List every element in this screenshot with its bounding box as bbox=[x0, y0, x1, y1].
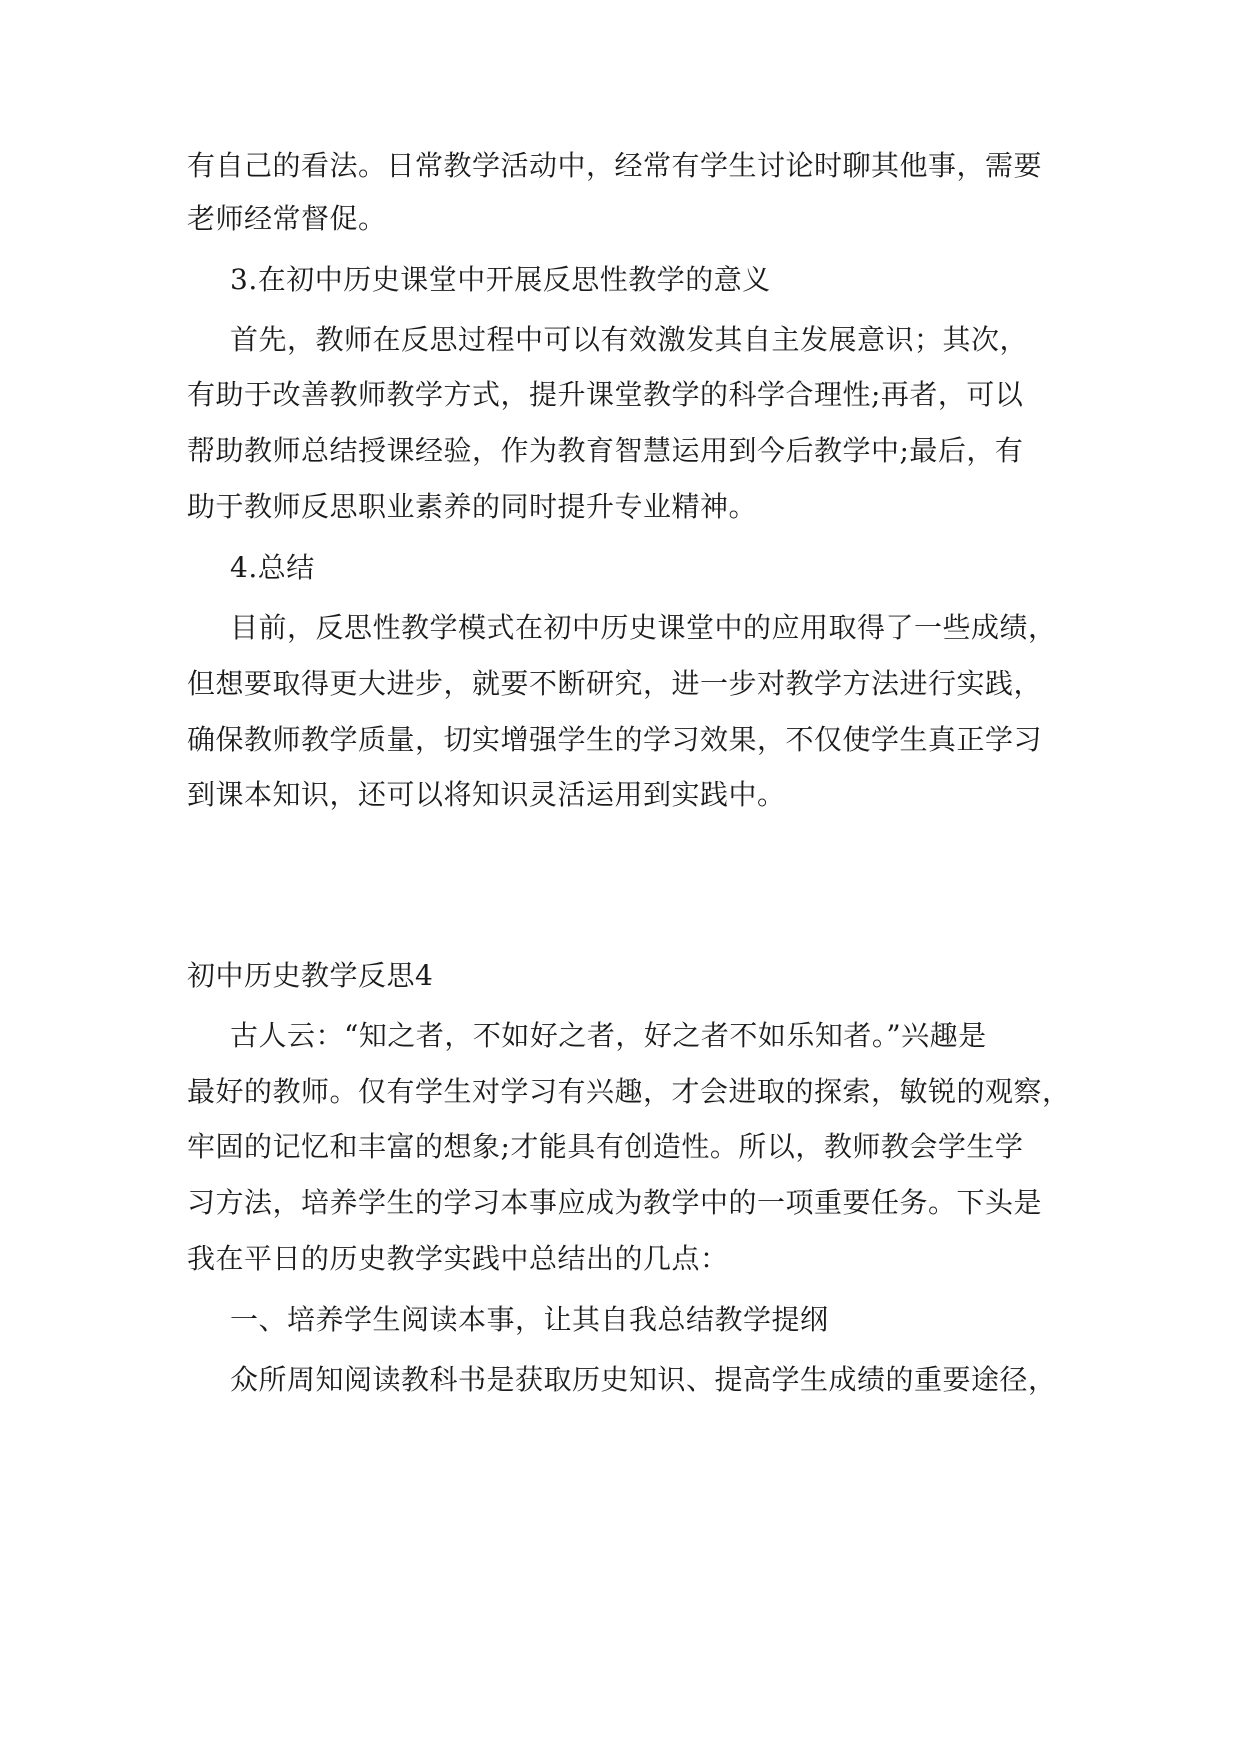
paragraph-line: 到课本知识，还可以将知识灵活运用到实践中。 bbox=[187, 778, 786, 811]
paragraph-line: 目前，反思性教学模式在初中历史课堂中的应用取得了一些成绩， bbox=[230, 611, 1057, 644]
paragraph-line: 最好的教师。仅有学生对学习有兴趣，才会进取的探索，敏锐的观察， bbox=[187, 1075, 1071, 1108]
paragraph-line: 确保教师教学质量，切实增强学生的学习效果，不仅使学生真正学习 bbox=[187, 723, 1043, 756]
paragraph-line: 首先，教师在反思过程中可以有效激发其自主发展意识；其次， bbox=[230, 323, 1029, 356]
paragraph-line: 习方法，培养学生的学习本事应成为教学中的一项重要任务。下头是 bbox=[187, 1186, 1043, 1219]
paragraph-line: 众所周知阅读教科书是获取历史知识、提高学生成绩的重要途径， bbox=[230, 1363, 1057, 1396]
paragraph-line: 古人云：“知之者，不如好之者，好之者不如乐知者。”兴趣是 bbox=[230, 1019, 987, 1052]
paragraph-line: 老师经常督促。 bbox=[187, 202, 387, 235]
section-heading: 一、培养学生阅读本事，让其自我总结教学提纲 bbox=[230, 1303, 829, 1336]
section-heading: 4.总结 bbox=[230, 551, 315, 584]
paragraph-line: 牢固的记忆和丰富的想象;才能具有创造性。所以，教师教会学生学 bbox=[187, 1130, 1024, 1163]
section-heading: 3.在初中历史课堂中开展反思性教学的意义 bbox=[230, 263, 771, 296]
paragraph-line: 助于教师反思职业素养的同时提升专业精神。 bbox=[187, 490, 758, 523]
paragraph-line: 有助于改善教师教学方式，提升课堂教学的科学合理性;再者，可以 bbox=[187, 378, 1024, 411]
paragraph-line: 有自己的看法。日常教学活动中，经常有学生讨论时聊其他事，需要 bbox=[187, 149, 1043, 182]
paragraph-line: 帮助教师总结授课经验，作为教育智慧运用到今后教学中;最后，有 bbox=[187, 434, 1024, 467]
paragraph-line: 但想要取得更大进步，就要不断研究，进一步对教学方法进行实践， bbox=[187, 667, 1043, 700]
paragraph-line: 我在平日的历史教学实践中总结出的几点： bbox=[187, 1242, 729, 1275]
article-title: 初中历史教学反思4 bbox=[187, 959, 434, 992]
